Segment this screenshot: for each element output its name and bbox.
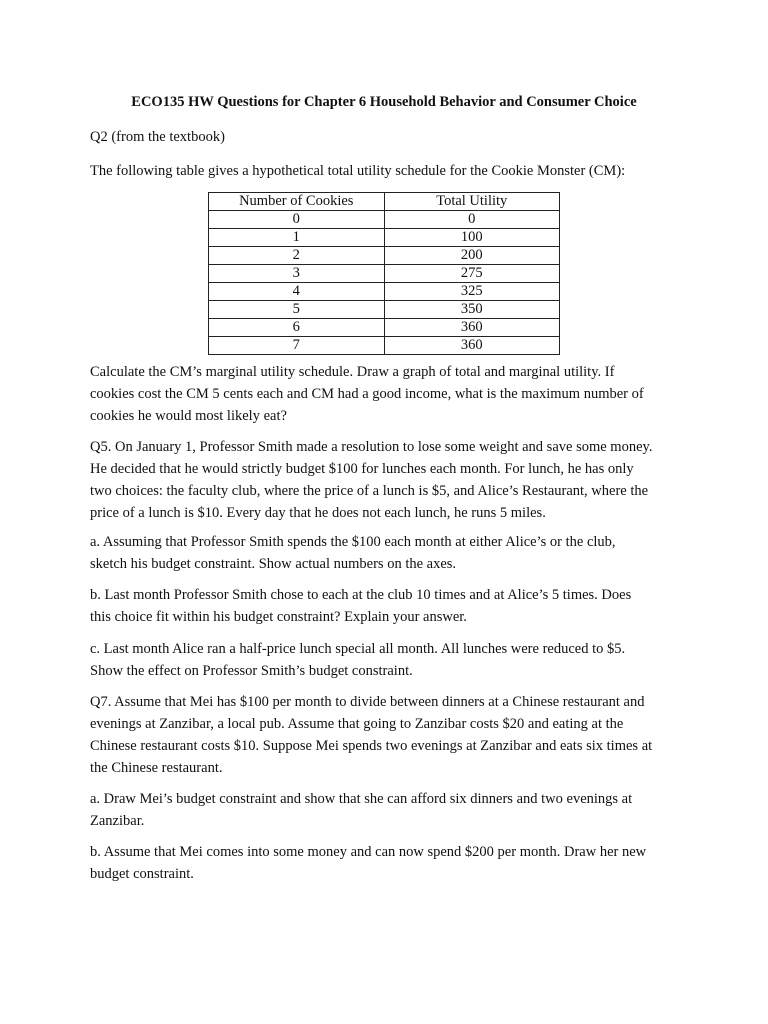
q7-intro: Q7. Assume that Mei has $100 per month to divide between dinners at a Chinese restaurant and evenings at Zanzibar, a local pub. Assume that going to Zanzibar costs $20 and eating at the Chinese restaurant costs $10. Suppose Mei spends two evenings at Zanzibar and eats six times at the Chinese restaurant. — [90, 694, 653, 776]
table-header-row — [209, 193, 560, 211]
table-cell: 1 — [209, 229, 385, 247]
table-cell: 360 — [384, 319, 559, 337]
table-row — [209, 337, 560, 355]
q7-part-b: b. Assume that Mei comes into some money and can now spend $200 per month. Draw her new budget constraint. — [90, 844, 647, 882]
table-cell: 0 — [209, 211, 385, 229]
column-header-utility: Total Utility — [384, 193, 559, 211]
table-cell: 7 — [209, 337, 385, 355]
table-row — [209, 319, 560, 337]
table-cell: 0 — [384, 211, 559, 229]
table-cell: 5 — [209, 301, 385, 319]
table-row — [209, 247, 560, 265]
table-cell: 2 — [209, 247, 385, 265]
q7-part-a: a. Draw Mei’s budget constraint and show that she can afford six dinners and two evenings at Zanzibar. — [90, 791, 633, 829]
table-cell: 350 — [384, 301, 559, 319]
table-row — [209, 265, 560, 283]
utility-table — [208, 192, 560, 355]
table-cell: 200 — [384, 247, 559, 265]
table-cell: 4 — [209, 283, 385, 301]
table-row — [209, 211, 560, 229]
q5-part-b: b. Last month Professor Smith chose to each at the club 10 times and at Alice’s 5 times. Does this choice fit within his budget constraint? Explain your answer. — [90, 587, 632, 625]
q2-intro: The following table gives a hypothetical total utility schedule for the Cookie Monster (CM): — [90, 163, 626, 179]
table-cell: 3 — [209, 265, 385, 283]
column-header-cookies: Number of Cookies — [209, 193, 385, 211]
q5-part-a: a. Assuming that Professor Smith spends the $100 each month at either Alice’s or the club, sketch his budget constraint. Show actual numbers on the axes. — [90, 534, 616, 572]
table-row — [209, 283, 560, 301]
table-cell: 360 — [384, 337, 559, 355]
table-row — [209, 301, 560, 319]
table-cell: 275 — [384, 265, 559, 283]
table-cell: 325 — [384, 283, 559, 301]
table-row — [209, 229, 560, 247]
document-title: ECO135 HW Questions for Chapter 6 Household Behavior and Consumer Choice — [131, 94, 637, 110]
table-cell: 100 — [384, 229, 559, 247]
q2-heading: Q2 (from the textbook) — [90, 129, 225, 145]
table-cell: 6 — [209, 319, 385, 337]
q2-question: Calculate the CM’s marginal utility schedule. Draw a graph of total and marginal utility. If cookies cost the CM 5 cents each and CM had a good income, what is the maximum number of cookies he would most likely eat? — [90, 364, 644, 424]
q5-part-c: c. Last month Alice ran a half-price lunch special all month. All lunches were reduced to $5. Show the effect on Professor Smith’s budget constraint. — [90, 641, 626, 679]
q5-intro: Q5. On January 1, Professor Smith made a resolution to lose some weight and save some money. He decided that he would strictly budget $100 for lunches each month. For lunch, he has only two choices: the faculty club, where the price of a lunch is $5, and Alice’s Restaurant, where the price of a lunch is $10. Every day that he does not each lunch, he runs 5 miles. — [90, 439, 653, 521]
